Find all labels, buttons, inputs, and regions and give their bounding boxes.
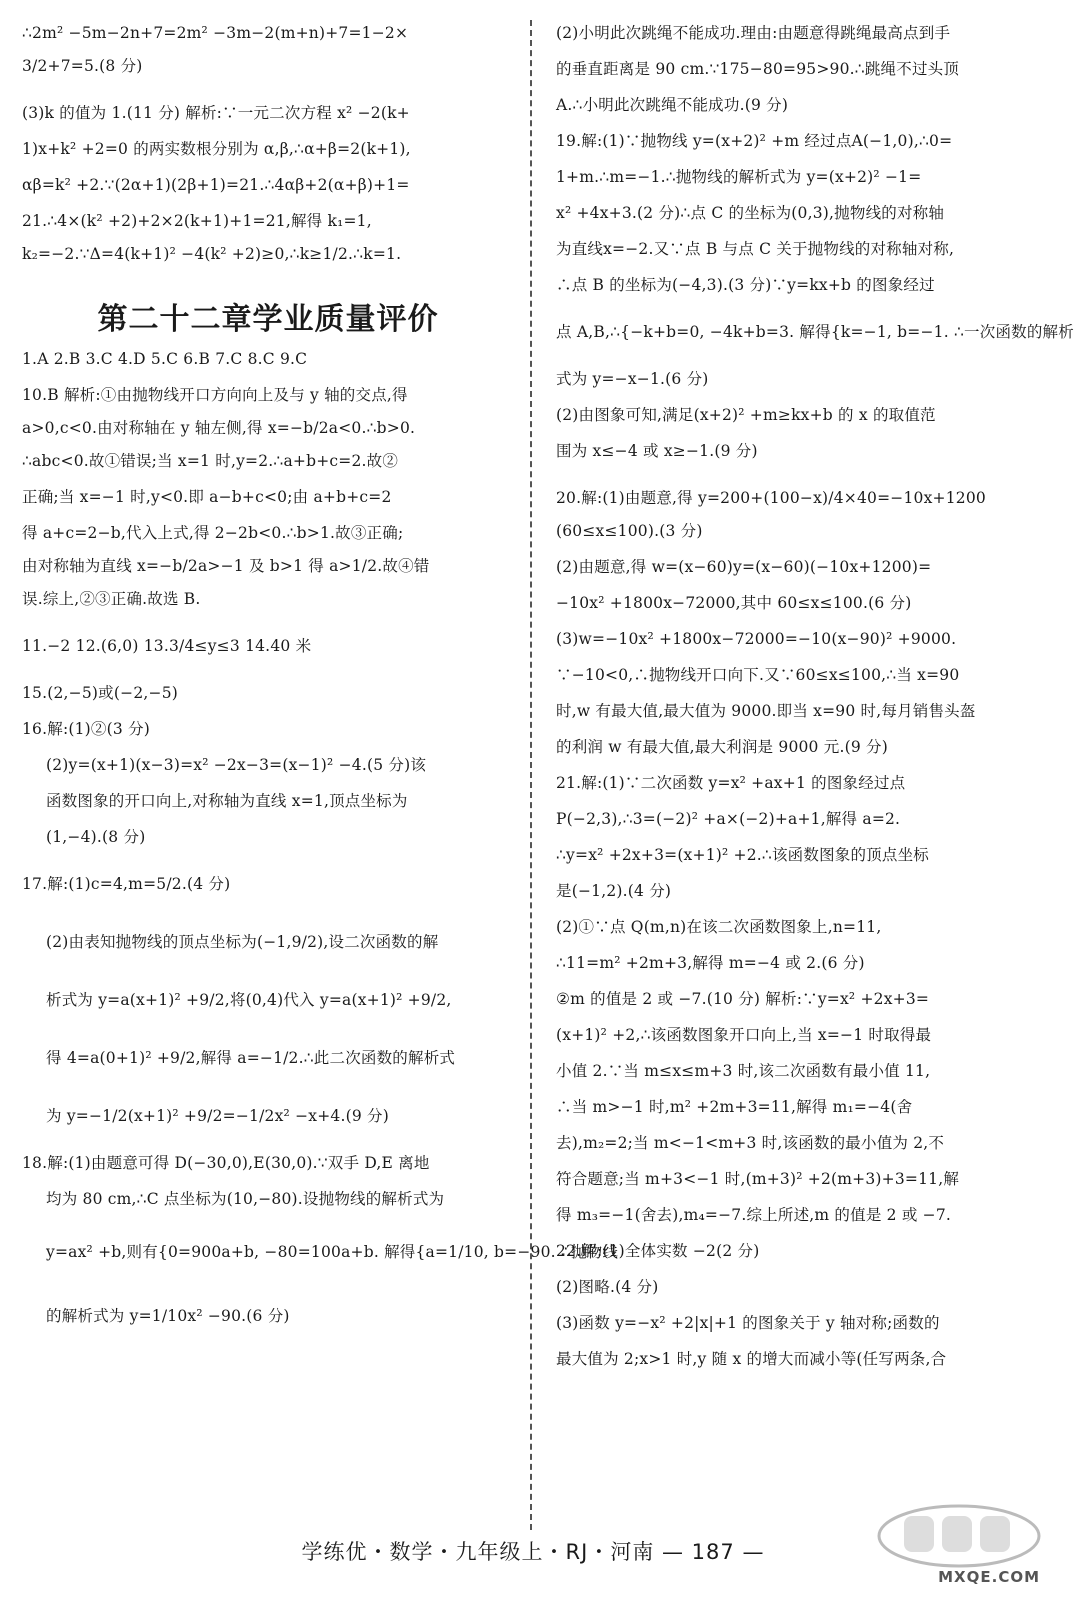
text-line: 小值 2.∵当 m≤x≤m+3 时,该二次函数有最小值 11, bbox=[556, 1062, 931, 1080]
text-line: 1+m.∴m=−1.∴抛物线的解析式为 y=(x+2)² −1= bbox=[556, 168, 922, 186]
text-line: 18.解:(1)由题意可得 D(−30,0),E(30,0).∵双手 D,E 离地 bbox=[22, 1154, 430, 1172]
text-line: (2)y=(x+1)(x−3)=x² −2x−3=(x−1)² −4.(5 分)该 bbox=[46, 756, 427, 774]
text-line: 为直线x=−2.又∵点 B 与点 C 关于抛物线的对称轴对称, bbox=[556, 240, 955, 258]
text-line: 式为 y=−x−1.(6 分) bbox=[556, 370, 709, 388]
text-line: (2)由表知抛物线的顶点坐标为(−1,9/2),设二次函数的解 bbox=[46, 933, 439, 951]
text-line: 的利润 w 有最大值,最大利润是 9000 元.(9 分) bbox=[556, 738, 888, 756]
column-divider bbox=[530, 20, 532, 1530]
text-line: (2)①∵点 Q(m,n)在该二次函数图象上,n=11, bbox=[556, 918, 882, 936]
text-line: 析式为 y=a(x+1)² +9/2,将(0,4)代入 y=a(x+1)² +9/2, bbox=[46, 991, 452, 1009]
text-line: 由对称轴为直线 x=−b/2a>−1 及 b>1 得 a>1/2.故④错 bbox=[22, 557, 430, 575]
text-line: (3)w=−10x² +1800x−72000=−10(x−90)² +9000. bbox=[556, 630, 957, 648]
text-line: 1.A 2.B 3.C 4.D 5.C 6.B 7.C 8.C 9.C bbox=[22, 350, 308, 368]
text-line: 围为 x≤−4 或 x≥−1.(9 分) bbox=[556, 442, 758, 460]
text-line: 21.∴4×(k² +2)+2×2(k+1)+1=21,解得 k₁=1, bbox=[22, 212, 372, 230]
text-line: a>0,c<0.由对称轴在 y 轴左侧,得 x=−b/2a<0.∴b>0. bbox=[22, 419, 416, 437]
text-line: (2)图略.(4 分) bbox=[556, 1278, 659, 1296]
text-line: x² +4x+3.(2 分)∴点 C 的坐标为(0,3),抛物线的对称轴 bbox=[556, 204, 945, 222]
text-line: 16.解:(1)②(3 分) bbox=[22, 720, 151, 738]
text-line: (3)函数 y=−x² +2|x|+1 的图象关于 y 轴对称;函数的 bbox=[556, 1314, 940, 1332]
text-line: 函数图象的开口向上,对称轴为直线 x=1,顶点坐标为 bbox=[46, 792, 408, 810]
text-line: 误.综上,②③正确.故选 B. bbox=[22, 590, 201, 608]
text-line: 15.(2,−5)或(−2,−5) bbox=[22, 684, 179, 702]
text-line: αβ=k² +2.∵(2α+1)(2β+1)=21.∴4αβ+2(α+β)+1= bbox=[22, 176, 410, 194]
text-line: 均为 80 cm,∴C 点坐标为(10,−80).设抛物线的解析式为 bbox=[46, 1190, 445, 1208]
text-line: ②m 的值是 2 或 −7.(10 分) 解析:∵y=x² +2x+3= bbox=[556, 990, 930, 1008]
text-line: (60≤x≤100).(3 分) bbox=[556, 522, 703, 540]
text-line: 22.解:(1)全体实数 −2(2 分) bbox=[556, 1242, 760, 1260]
text-line: 为 y=−1/2(x+1)² +9/2=−1/2x² −x+4.(9 分) bbox=[46, 1107, 389, 1125]
text-line: 去),m₂=2;当 m<−1<m+3 时,该函数的最小值为 2,不 bbox=[556, 1134, 945, 1152]
text-line: P(−2,3),∴3=(−2)² +a×(−2)+a+1,解得 a=2. bbox=[556, 810, 901, 828]
text-line: A.∴小明此次跳绳不能成功.(9 分) bbox=[556, 96, 789, 114]
text-line: 17.解:(1)c=4,m=5/2.(4 分) bbox=[22, 875, 231, 893]
text-line: 得 4=a(0+1)² +9/2,解得 a=−1/2.∴此二次函数的解析式 bbox=[46, 1049, 456, 1067]
text-line: 的垂直距离是 90 cm.∵175−80=95>90.∴跳绳不过头顶 bbox=[556, 60, 960, 78]
watermark-text: MXQE.COM bbox=[938, 1568, 1040, 1586]
text-line: 时,w 有最大值,最大值为 9000.即当 x=90 时,每月销售头盔 bbox=[556, 702, 976, 720]
text-line: 符合题意;当 m+3<−1 时,(m+3)² +2(m+3)+3=11,解 bbox=[556, 1170, 960, 1188]
text-line: 是(−1,2).(4 分) bbox=[556, 882, 672, 900]
text-line: 21.解:(1)∵二次函数 y=x² +ax+1 的图象经过点 bbox=[556, 774, 906, 792]
text-line: k₂=−2.∵Δ=4(k+1)² −4(k² +2)≥0,∴k≥1/2.∴k=1. bbox=[22, 245, 402, 263]
text-line: ∴abc<0.故①错误;当 x=1 时,y=2.∴a+b+c=2.故② bbox=[22, 452, 399, 470]
right-column bbox=[556, 22, 1074, 1370]
text-line: 最大值为 2;x>1 时,y 随 x 的增大而减小等(任写两条,合 bbox=[556, 1350, 947, 1368]
text-line: ∴点 B 的坐标为(−4,3).(3 分)∵y=kx+b 的图象经过 bbox=[556, 276, 935, 294]
text-line: 11.−2 12.(6,0) 13.3/4≤y≤3 14.40 米 bbox=[22, 637, 312, 655]
text-line: −10x² +1800x−72000,其中 60≤x≤100.(6 分) bbox=[556, 594, 912, 612]
chapter-heading: 第二十二章学业质量评价 bbox=[97, 302, 439, 337]
text-line: (x+1)² +2,∴该函数图象开口向上,当 x=−1 时取得最 bbox=[556, 1026, 932, 1044]
text-line: ∴y=x² +2x+3=(x+1)² +2.∴该函数图象的顶点坐标 bbox=[556, 846, 929, 864]
text-line: 正确;当 x=−1 时,y<0.即 a−b+c<0;由 a+b+c=2 bbox=[22, 488, 392, 506]
text-line: 点 A,B,∴{−k+b=0, −4k+b=3. 解得{k=−1, b=−1. ∴一次函数的解析 bbox=[556, 323, 1074, 341]
text-line: 得 a+c=2−b,代入上式,得 2−2b<0.∴b>1.故③正确; bbox=[22, 524, 404, 542]
text-line: 10.B 解析:①由抛物线开口方向向上及与 y 轴的交点,得 bbox=[22, 386, 408, 404]
text-line: 19.解:(1)∵抛物线 y=(x+2)² +m 经过点A(−1,0),∴0= bbox=[556, 132, 953, 150]
page-footer: 学练优・数学・九年级上・RJ・河南 — 187 — bbox=[301, 1540, 765, 1564]
text-line: (2)由题意,得 w=(x−60)y=(x−60)(−10x+1200)= bbox=[556, 558, 932, 576]
text-line: 1)x+k² +2=0 的两实数根分别为 α,β,∴α+β=2(k+1), bbox=[22, 140, 411, 158]
text-line: (2)由图象可知,满足(x+2)² +m≥kx+b 的 x 的取值范 bbox=[556, 406, 936, 424]
text-line: (1,−4).(8 分) bbox=[46, 828, 146, 846]
text-line: 的解析式为 y=1/10x² −90.(6 分) bbox=[46, 1307, 290, 1325]
text-line: 3/2+7=5.(8 分) bbox=[22, 57, 143, 75]
text-line: ∵−10<0,∴抛物线开口向下.又∵60≤x≤100,∴当 x=90 bbox=[556, 666, 960, 684]
text-line: (3)k 的值为 1.(11 分) 解析:∵一元二次方程 x² −2(k+ bbox=[22, 104, 410, 122]
text-line: (2)小明此次跳绳不能成功.理由:由题意得跳绳最高点到手 bbox=[556, 24, 951, 42]
text-line: ∴11=m² +2m+3,解得 m=−4 或 2.(6 分) bbox=[556, 954, 865, 972]
text-line: 得 m₃=−1(舍去),m₄=−7.综上所述,m 的值是 2 或 −7. bbox=[556, 1206, 952, 1224]
text-line: 20.解:(1)由题意,得 y=200+(100−x)/4×40=−10x+1200 bbox=[556, 489, 986, 507]
text-line: ∴2m² −5m−2n+7=2m² −3m−2(m+n)+7=1−2× bbox=[22, 24, 409, 42]
text-line: y=ax² +b,则有{0=900a+b, −80=100a+b. 解得{a=1/10, b=−90. ∴抛物线 bbox=[46, 1243, 619, 1261]
text-line: ∴当 m>−1 时,m² +2m+3=11,解得 m₁=−4(舍 bbox=[556, 1098, 913, 1116]
